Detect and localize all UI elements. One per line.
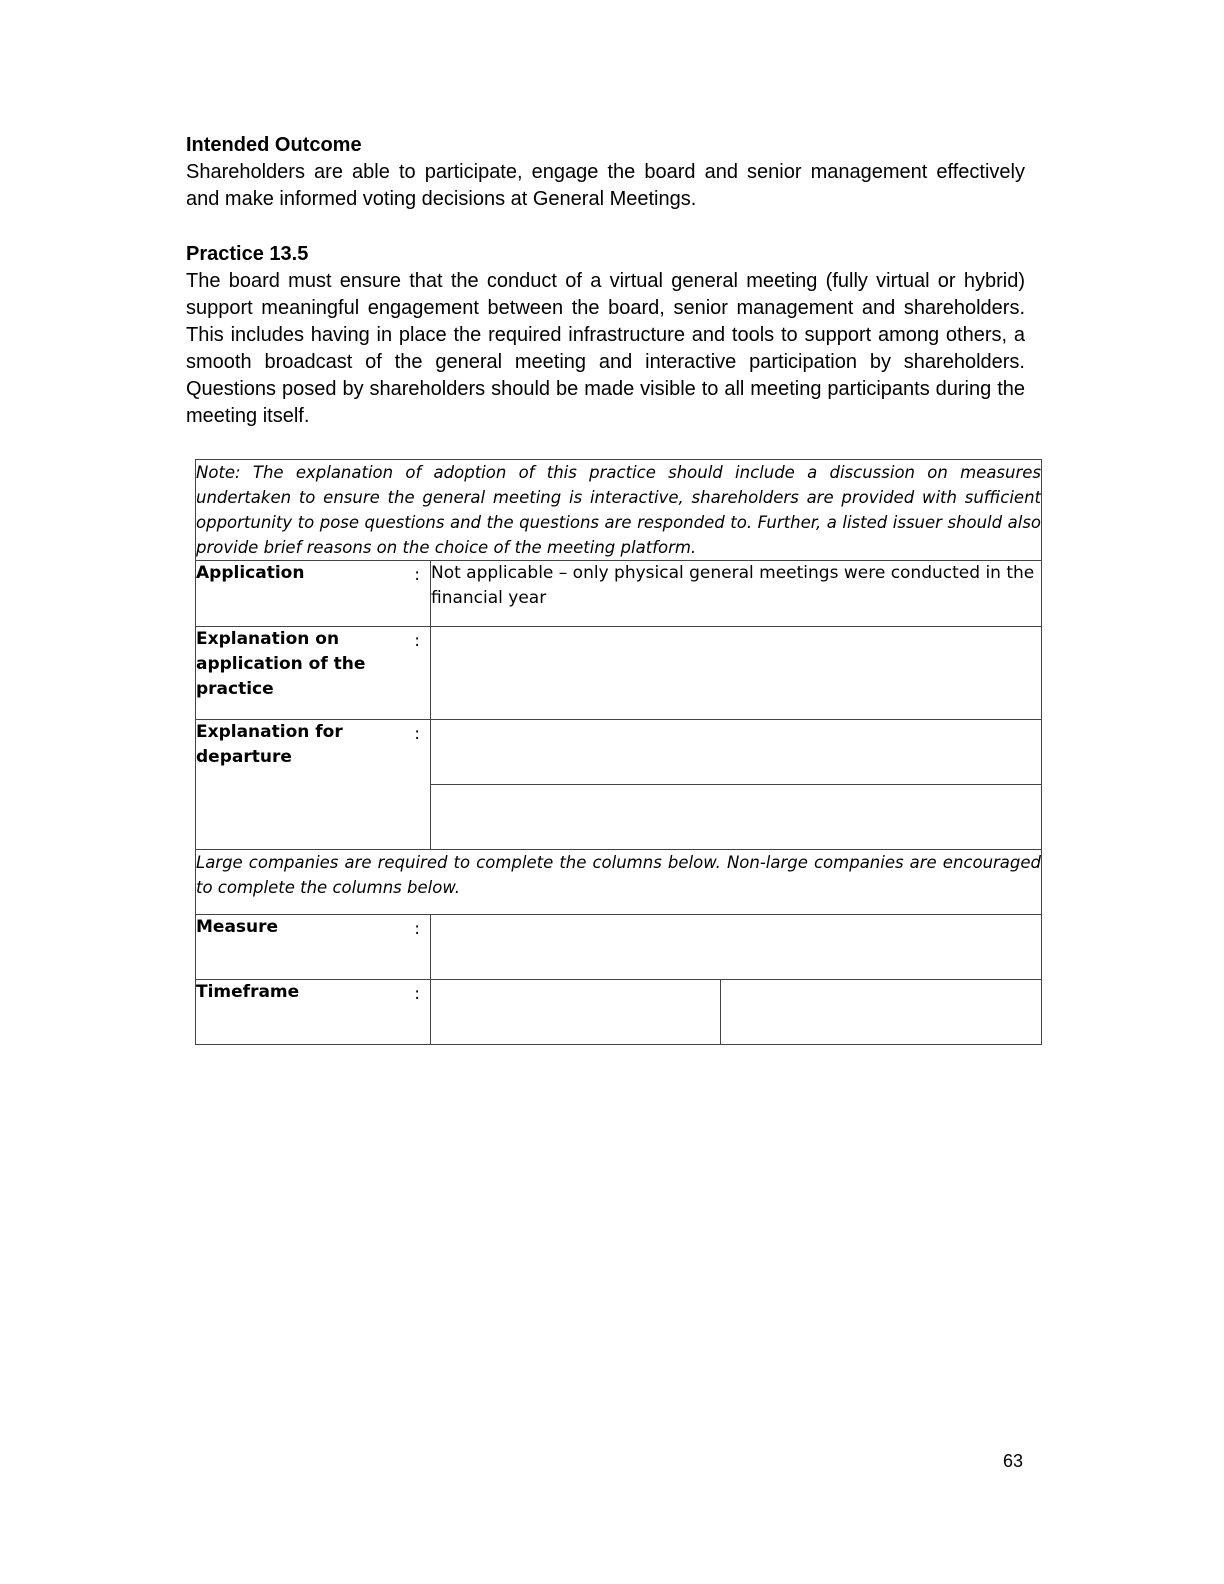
- timeframe-value-1[interactable]: [431, 980, 721, 1045]
- large-companies-note: Large companies are required to complete the columns below. Non-large companies are encouraged to complete the columns below.: [196, 850, 1042, 915]
- large-companies-note-row: [196, 850, 1042, 915]
- explanation-application-label: Explanation on application of the practice: [196, 629, 366, 699]
- explanation-application-label-cell: [196, 627, 431, 720]
- measure-row: [196, 915, 1042, 980]
- timeframe-row: [196, 980, 1042, 1045]
- measure-value[interactable]: [431, 915, 1042, 980]
- note-row: [196, 460, 1042, 561]
- explanation-departure-row-1: [196, 720, 1042, 785]
- practice-section: [186, 241, 1025, 430]
- explanation-application-row: [196, 627, 1042, 720]
- timeframe-label-cell: [196, 980, 431, 1045]
- colon: :: [414, 565, 420, 585]
- colon: :: [414, 919, 420, 939]
- measure-label-cell: [196, 915, 431, 980]
- intended-outcome-section: [186, 132, 1025, 213]
- explanation-departure-value-2[interactable]: [431, 785, 1042, 850]
- colon: :: [414, 631, 420, 651]
- colon: :: [414, 724, 420, 744]
- timeframe-label: Timeframe: [196, 982, 300, 1002]
- application-row: [196, 561, 1042, 627]
- application-label: Application: [196, 563, 305, 583]
- explanation-application-value[interactable]: [431, 627, 1042, 720]
- colon: :: [414, 984, 420, 1004]
- application-label-cell: [196, 561, 431, 627]
- explanation-departure-value-1[interactable]: [431, 720, 1042, 785]
- note-cell: Note: The explanation of adoption of this practice should include a discussion on measures undertaken to ensure the general meeting is interactive, shareholders are provided with sufficient opportunity to pose questions and the questions are responded to. Further, a listed issuer should also provide brief reasons on the choice of the meeting platform.: [196, 460, 1042, 561]
- practice-form-table: [195, 459, 1042, 1045]
- timeframe-value-2[interactable]: [721, 980, 1042, 1045]
- measure-label: Measure: [196, 917, 279, 937]
- practice-text: The board must ensure that the conduct of a virtual general meeting (fully virtual or hybrid) support meaningful engagement between the board, senior management and shareholders. This includes having in place the required infrastructure and tools to support among others, a smooth broadcast of the general meeting and interactive participation by shareholders. Questions posed by shareholders should be made visible to all meeting participants during the meeting itself.: [186, 270, 1025, 427]
- explanation-departure-label-cell: [196, 720, 431, 850]
- intended-outcome-heading: Intended Outcome: [186, 134, 362, 156]
- application-value: Not applicable – only physical general meetings were conducted in the financial year: [431, 561, 1042, 627]
- practice-heading: Practice 13.5: [186, 243, 309, 265]
- page-number: 63: [1003, 1451, 1024, 1471]
- explanation-departure-label: Explanation for departure: [196, 722, 343, 767]
- intended-outcome-text: Shareholders are able to participate, engage the board and senior management effectively and make informed voting decisions at General Meetings.: [186, 161, 1025, 210]
